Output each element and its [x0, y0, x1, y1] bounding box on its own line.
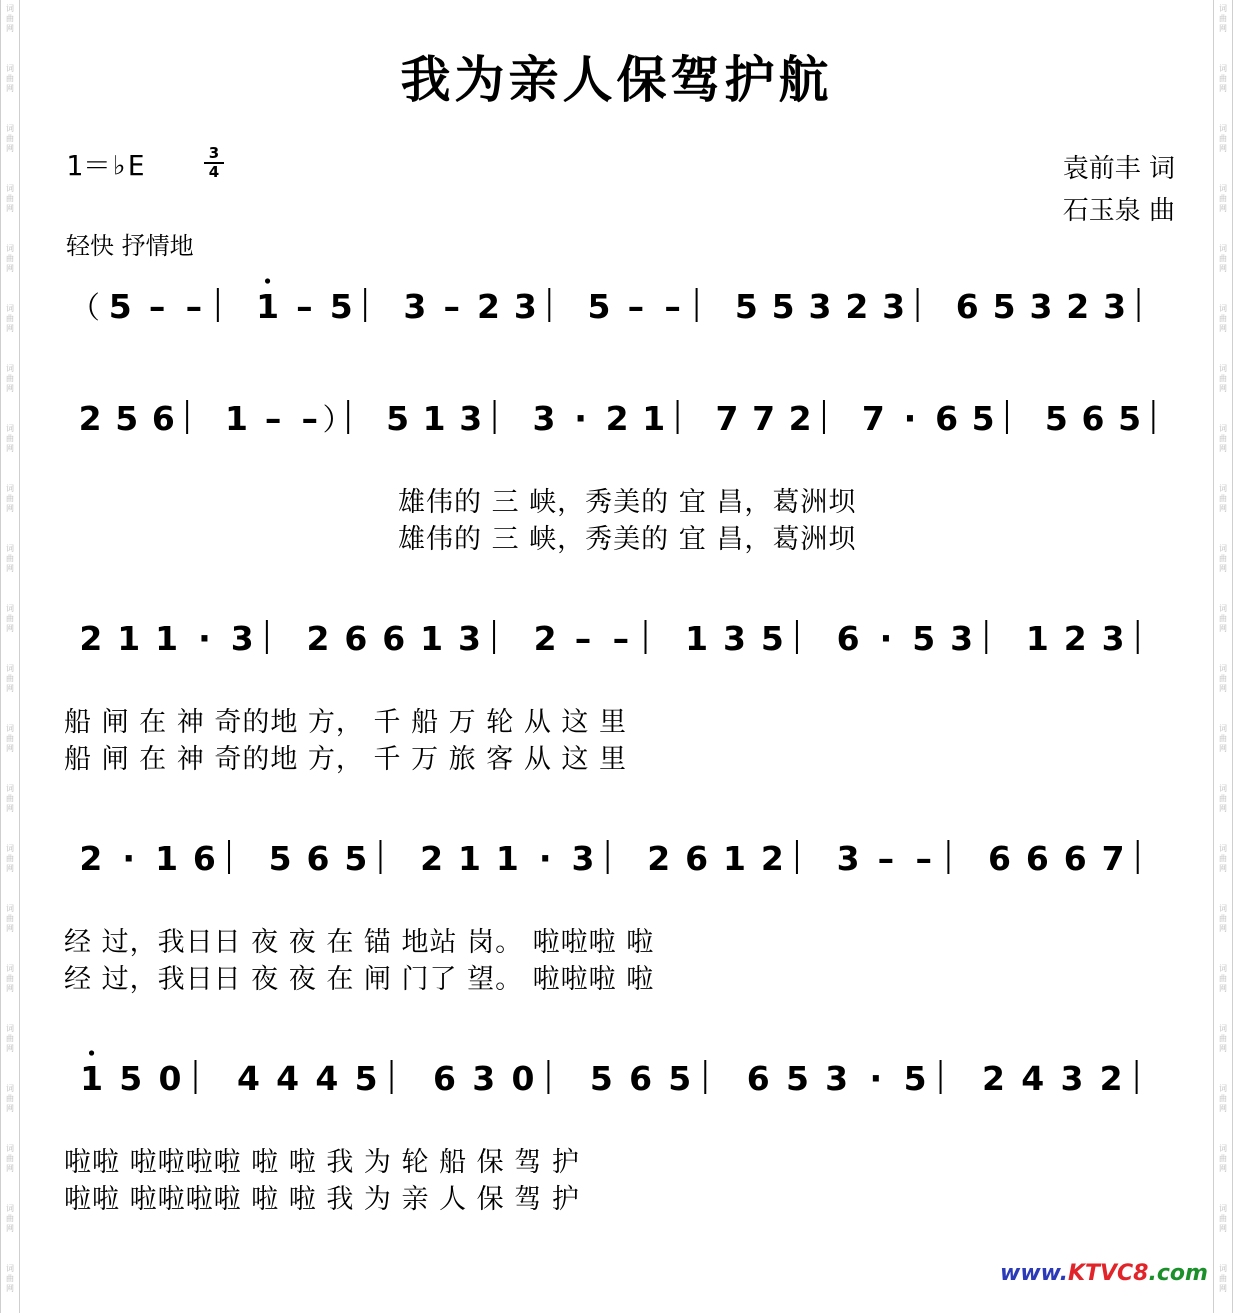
watermark-text: 词 曲 网: [6, 1084, 14, 1113]
note: 1: [1025, 619, 1049, 658]
note: 1: [155, 619, 179, 658]
note: 0: [158, 1059, 182, 1098]
watermark-text: 词 曲 网: [6, 124, 14, 153]
watermark-text: 词 曲 网: [1219, 544, 1227, 573]
note: 5: [115, 399, 139, 438]
dash-note: –: [185, 287, 203, 326]
note: 7: [1101, 839, 1125, 878]
note: 2: [78, 399, 102, 438]
note: 5: [344, 839, 368, 878]
watermark-text: 词 曲 网: [6, 364, 14, 393]
note: 5: [912, 619, 936, 658]
note: 6: [151, 399, 175, 438]
note: 1: [117, 619, 141, 658]
watermark-text: 词 曲 网: [1219, 424, 1227, 453]
watermark-text: 词 曲 网: [6, 1144, 14, 1173]
watermark-text: 词 曲 网: [1219, 844, 1227, 873]
watermark-text: 词 曲 网: [6, 424, 14, 453]
note: 2: [647, 839, 671, 878]
note: 3: [722, 619, 746, 658]
time-numerator: 3: [208, 144, 220, 162]
website-suffix: .com: [1148, 1261, 1208, 1286]
note: 1: [722, 839, 746, 878]
note: 3: [571, 839, 595, 878]
tempo-marking: 轻快 抒情地: [66, 232, 194, 260]
note: 1: [225, 399, 249, 438]
note: 2: [1066, 287, 1090, 326]
note: 5: [1044, 399, 1068, 438]
note: 3: [513, 287, 537, 326]
note: 3: [457, 619, 481, 658]
key-signature: 1＝♭E: [66, 149, 145, 182]
lyricist-credit: 袁前丰 词: [1062, 154, 1175, 184]
watermark-text: 词 曲 网: [6, 724, 14, 753]
note: 6: [433, 1059, 456, 1098]
augmentation-dot: ·: [903, 399, 917, 439]
dash-note: –: [296, 287, 313, 326]
watermark-text: 词 曲 网: [6, 964, 14, 993]
lyric-row4-verse1: 经 过，我日日 夜 夜 在 锚 地站 岗。 啦啦啦 啦: [64, 927, 655, 958]
note: 1: [685, 619, 709, 658]
note: 5: [354, 1059, 378, 1098]
augmentation-dot: ·: [869, 1059, 883, 1099]
dash-note: –: [264, 399, 282, 438]
dash-note: –: [574, 619, 592, 658]
note: 7: [752, 399, 776, 438]
lyric-row3-verse2: 船 闸 在 神 奇的地 方， 千 万 旅 客 从 这 里: [64, 744, 627, 775]
note: 6: [836, 619, 860, 658]
note: 6: [344, 619, 368, 658]
note: 2: [79, 839, 103, 878]
note: 2: [477, 287, 501, 326]
note: 2: [79, 619, 103, 658]
lyric-row4-verse2: 经 过，我日日 夜 夜 在 闸 门了 望。 啦啦啦 啦: [64, 964, 655, 995]
dash-note: –: [664, 287, 681, 326]
watermark-text: 词 曲 网: [6, 544, 14, 573]
watermark-text: 词 曲 网: [1219, 184, 1227, 213]
augmentation-dot: ·: [197, 619, 211, 659]
watermark-text: 词 曲 网: [6, 784, 14, 813]
watermark-text: 词 曲 网: [6, 904, 14, 933]
note: 6: [382, 619, 406, 658]
watermark-text: 词 曲 网: [6, 664, 14, 693]
note: 5: [589, 1059, 613, 1098]
note: 5: [734, 287, 758, 326]
note: 6: [629, 1059, 653, 1098]
open-parenthesis: （: [70, 291, 100, 326]
note: 2: [420, 839, 444, 878]
octave-up-dot: [89, 1050, 94, 1055]
watermark-text: 词 曲 网: [6, 64, 14, 93]
note: 3: [1060, 1059, 1084, 1098]
note: 6: [746, 1059, 770, 1098]
note: 7: [715, 399, 739, 438]
note: 3: [459, 399, 483, 438]
website-watermark: [1000, 1261, 1208, 1286]
augmentation-dot: ·: [574, 399, 588, 439]
note: 2: [760, 839, 784, 878]
note: 2: [533, 619, 557, 658]
note: 2: [982, 1059, 1005, 1098]
note: 6: [1025, 839, 1049, 878]
composer-credit: 石玉泉 曲: [1062, 196, 1175, 226]
watermark-text: 词 曲 网: [1219, 484, 1227, 513]
website-prefix: www.: [1000, 1261, 1068, 1286]
dash-note: –: [627, 287, 645, 326]
note: 3: [1029, 287, 1053, 326]
watermark-text: 词 曲 网: [6, 184, 14, 213]
watermark-text: 词 曲 网: [1219, 244, 1227, 273]
note: 3: [230, 619, 254, 658]
watermark-text: 词 曲 网: [1219, 1264, 1227, 1293]
note: 4: [236, 1059, 260, 1098]
lyric-row5-verse2: 啦啦 啦啦啦啦 啦 啦 我 为 亲 人 保 驾 护: [64, 1184, 580, 1215]
note: 6: [935, 399, 959, 438]
watermark-text: 词 曲 网: [6, 604, 14, 633]
watermark-text: 词 曲 网: [1219, 64, 1227, 93]
note: 4: [315, 1059, 339, 1098]
note: 5: [386, 399, 410, 438]
close-parenthesis: ）: [322, 403, 353, 438]
note: 5: [971, 399, 995, 438]
watermark-text: 词 曲 网: [6, 244, 14, 273]
note: 5: [760, 619, 784, 658]
watermark-text: 词 曲 网: [1219, 964, 1227, 993]
watermark-text: 词 曲 网: [6, 844, 14, 873]
watermark-text: 词 曲 网: [1219, 904, 1227, 933]
note: 5: [329, 287, 353, 326]
watermark-text: 词 曲 网: [6, 484, 14, 513]
lyric-row2-verse1: 雄伟的 三 峡，秀美的 宜 昌，葛洲坝: [398, 487, 857, 518]
watermark-text: 词 曲 网: [1219, 1144, 1227, 1173]
note: 5: [785, 1059, 809, 1098]
note: 1: [155, 839, 179, 878]
note: 2: [788, 399, 812, 438]
note: 6: [1081, 399, 1105, 438]
note: 3: [1101, 619, 1125, 658]
watermark-text: 词 曲 网: [1219, 364, 1227, 393]
watermark-text: 词 曲 网: [1219, 784, 1227, 813]
watermark-text: 词 曲 网: [1219, 1084, 1227, 1113]
watermark-text: 词 曲 网: [6, 1204, 14, 1233]
watermark-text: 词 曲 网: [6, 4, 14, 33]
watermark-text: 词 曲 网: [1219, 604, 1227, 633]
note: 3: [403, 287, 427, 326]
augmentation-dot: ·: [122, 839, 136, 879]
lyric-row5-verse1: 啦啦 啦啦啦啦 啦 啦 我 为 轮 船 保 驾 护: [64, 1147, 580, 1178]
watermark-text: 词 曲 网: [1219, 124, 1227, 153]
watermark-text: 词 曲 网: [1219, 1024, 1227, 1053]
note: 4: [276, 1059, 300, 1098]
note: 3: [532, 399, 556, 438]
watermark-text: 词 曲 网: [6, 1264, 14, 1293]
song-title: 我为亲人保驾护航: [400, 51, 833, 109]
note: 6: [955, 287, 979, 326]
octave-up-dot: [265, 278, 270, 283]
dash-note: –: [612, 619, 630, 658]
note: 3: [1103, 287, 1127, 326]
dash-note: –: [301, 399, 318, 438]
lyric-row2-verse2: 雄伟的 三 峡，秀美的 宜 昌，葛洲坝: [398, 524, 857, 555]
note: 1: [422, 399, 446, 438]
note: 1: [495, 839, 519, 878]
dash-note: –: [443, 287, 460, 326]
note: 2: [1099, 1059, 1123, 1098]
note: 6: [306, 839, 330, 878]
note: 6: [988, 839, 1011, 878]
note: 5: [668, 1059, 692, 1098]
note: 3: [808, 287, 832, 326]
note: 6: [1063, 839, 1087, 878]
watermark-text: 词 曲 网: [1219, 304, 1227, 333]
dash-note: –: [915, 839, 933, 878]
dash-note: –: [877, 839, 895, 878]
note: 5: [903, 1059, 927, 1098]
note: 1: [457, 839, 481, 878]
note: 1: [642, 399, 666, 438]
note: 2: [1063, 619, 1087, 658]
note: 5: [587, 287, 611, 326]
note: 1: [420, 619, 444, 658]
note: 5: [771, 287, 795, 326]
note: 3: [950, 619, 974, 658]
note: 6: [685, 839, 709, 878]
time-denominator: 4: [208, 163, 220, 181]
note: 5: [119, 1059, 143, 1098]
note: 2: [605, 399, 629, 438]
watermark-text: 词 曲 网: [6, 1024, 14, 1053]
note: 3: [472, 1059, 496, 1098]
note: 1: [256, 287, 280, 326]
watermark-text: 词 曲 网: [1219, 724, 1227, 753]
note: 5: [268, 839, 292, 878]
watermark-text: 词 曲 网: [1219, 664, 1227, 693]
note: 0: [511, 1059, 535, 1098]
dash-note: –: [148, 287, 166, 326]
augmentation-dot: ·: [879, 619, 893, 659]
augmentation-dot: ·: [538, 839, 552, 879]
watermark-text: 词 曲 网: [1219, 1204, 1227, 1233]
watermark-text: 词 曲 网: [1219, 4, 1227, 33]
note: 5: [992, 287, 1016, 326]
note: 3: [836, 839, 860, 878]
watermark-text: 词 曲 网: [6, 304, 14, 333]
note: 3: [825, 1059, 849, 1098]
website-name: KTVC8: [1067, 1261, 1149, 1286]
note: 4: [1021, 1059, 1045, 1098]
note: 5: [108, 287, 132, 326]
note: 7: [861, 399, 885, 438]
note: 5: [1118, 399, 1142, 438]
lyric-row3-verse1: 船 闸 在 神 奇的地 方， 千 船 万 轮 从 这 里: [64, 707, 627, 738]
note: 6: [192, 839, 216, 878]
note: 2: [845, 287, 869, 326]
note: 2: [306, 619, 330, 658]
note: 3: [882, 287, 906, 326]
note: 1: [80, 1059, 104, 1098]
